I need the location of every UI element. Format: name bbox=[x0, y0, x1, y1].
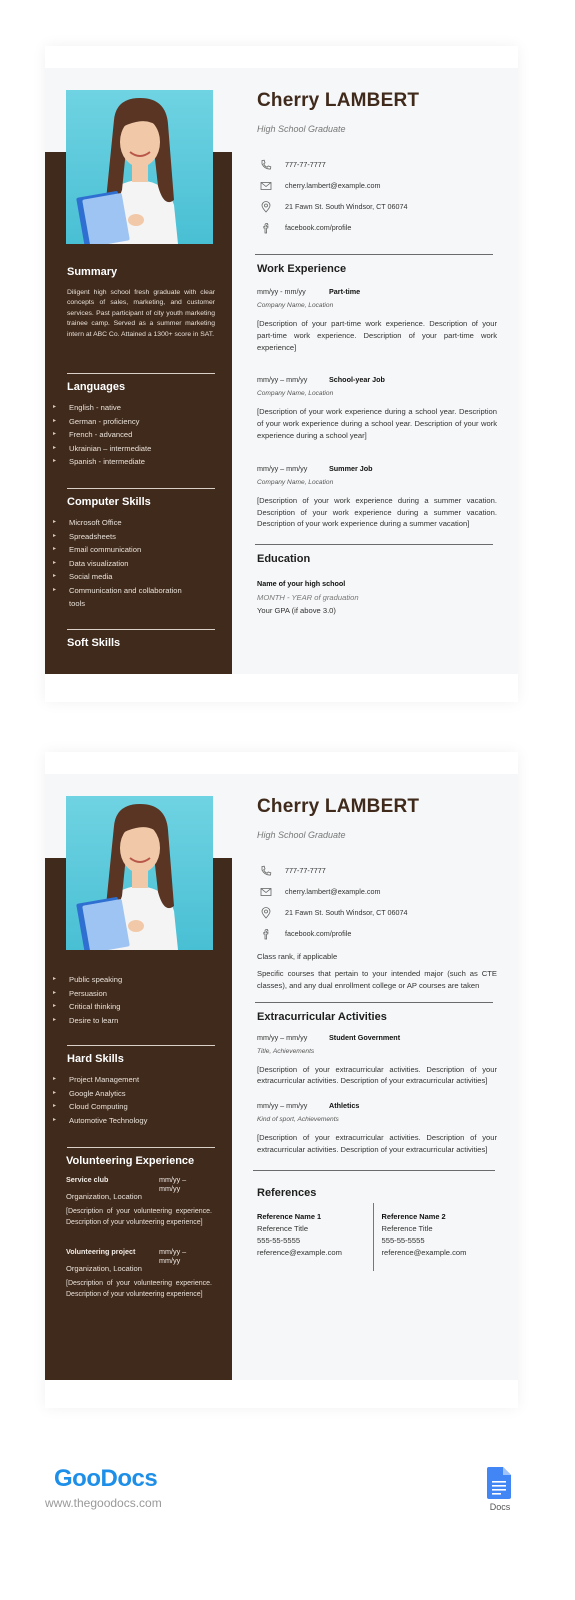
reference-title: Reference Title bbox=[381, 1223, 433, 1233]
address-text: 21 Fawn St. South Windsor, CT 06074 bbox=[285, 908, 408, 917]
contact-social bbox=[257, 923, 497, 944]
location-icon bbox=[259, 906, 273, 920]
sidebar-divider bbox=[67, 1045, 215, 1046]
section-divider bbox=[253, 1170, 495, 1171]
list-item: ▸ Ukrainian – intermediate bbox=[45, 442, 217, 456]
resume-page-1 bbox=[45, 46, 518, 702]
list-item: ▸ Data visualization bbox=[45, 557, 217, 571]
main-column bbox=[257, 796, 497, 1271]
candidate-name: Cherry LAMBERT bbox=[257, 90, 420, 111]
hard-skills-title: Hard Skills bbox=[67, 1053, 124, 1065]
extracurricular-title: Extracurricular Activities bbox=[257, 1010, 387, 1023]
job-company: Company Name, Location bbox=[257, 390, 334, 398]
candidate-subtitle: High School Graduate bbox=[257, 830, 346, 840]
volunteering-item bbox=[66, 1175, 212, 1229]
phone-icon bbox=[259, 158, 273, 172]
list-item: ▸ Spanish - intermediate bbox=[45, 455, 217, 469]
summary-section bbox=[67, 266, 215, 340]
job-description: [Description of your work experience during a school year. Description of your work experience during a school year. Description of your work experience during a school year] bbox=[257, 407, 497, 440]
soft-skills-title: Soft Skills bbox=[67, 637, 121, 649]
contact-list bbox=[257, 860, 497, 944]
list-item: ▸ Social media bbox=[45, 570, 217, 584]
languages-section bbox=[67, 381, 217, 469]
computer-skills-section bbox=[67, 496, 217, 611]
activity-header bbox=[257, 1033, 497, 1042]
page-top-margin bbox=[45, 46, 518, 68]
gpa-text: Your GPA (if above 3.0) bbox=[257, 606, 336, 616]
contact-email bbox=[257, 175, 497, 196]
resume-page-2 bbox=[45, 752, 518, 1408]
list-item: ▸ English - native bbox=[45, 401, 217, 415]
soft-skills-list bbox=[45, 973, 217, 1027]
contact-email bbox=[257, 881, 497, 902]
reference-email[interactable]: reference@example.com bbox=[381, 1248, 467, 1258]
list-item: ▸ Cloud Computing bbox=[45, 1100, 217, 1114]
job-dates: mm/yy - mm/yy bbox=[257, 287, 306, 296]
volunteering-dates: mm/yy – mm/yy bbox=[159, 1175, 187, 1193]
list-item: ▸ French - advanced bbox=[45, 428, 217, 442]
portrait-illustration bbox=[66, 796, 213, 950]
activity-role: Athletics bbox=[329, 1101, 360, 1111]
profile-photo bbox=[66, 796, 213, 950]
references-divider bbox=[373, 1203, 374, 1271]
email-icon bbox=[259, 885, 273, 899]
summary-title: Summary bbox=[67, 266, 118, 278]
facebook-icon bbox=[259, 221, 273, 235]
portrait-illustration bbox=[66, 90, 213, 244]
contact-address bbox=[257, 902, 497, 923]
list-item: ▸ Communication and collaboration tools bbox=[45, 584, 217, 611]
job-header bbox=[257, 375, 497, 384]
contact-address bbox=[257, 196, 497, 217]
docs-label: Docs bbox=[489, 1502, 511, 1512]
contact-phone bbox=[257, 154, 497, 175]
section-divider bbox=[255, 254, 493, 255]
reference-name: Reference Name 2 bbox=[381, 1211, 446, 1221]
volunteering-item bbox=[66, 1247, 212, 1301]
computer-skills-list bbox=[45, 516, 217, 611]
activity-description: [Description of your extracurricular activities. Description of your extracurricular activities. Description of your extracurricular activities] bbox=[257, 1133, 497, 1154]
soft-skills-section bbox=[67, 637, 120, 649]
section-divider bbox=[255, 1002, 493, 1003]
list-item: ▸ German - proficiency bbox=[45, 415, 217, 429]
candidate-subtitle: High School Graduate bbox=[257, 124, 346, 134]
sidebar-divider bbox=[67, 373, 215, 374]
school-name: Name of your high school bbox=[257, 579, 346, 589]
volunteering-title-text: Volunteering project bbox=[66, 1246, 136, 1256]
graduation-date: MONTH - YEAR of graduation bbox=[257, 593, 359, 603]
reference-item bbox=[382, 1211, 498, 1271]
phone-text: 777-77-7777 bbox=[285, 866, 326, 875]
social-link[interactable]: facebook.com/profile bbox=[285, 929, 352, 938]
footer-url[interactable]: www.thegoodocs.com bbox=[45, 1496, 162, 1510]
job-company: Company Name, Location bbox=[257, 478, 334, 486]
address-text: 21 Fawn St. South Windsor, CT 06074 bbox=[285, 202, 408, 211]
phone-icon bbox=[259, 864, 273, 878]
volunteering-section bbox=[45, 1155, 232, 1301]
activity-meta: Title, Achievements bbox=[257, 1047, 315, 1055]
volunteering-org: Organization, Location bbox=[66, 1263, 142, 1273]
reference-email[interactable]: reference@example.com bbox=[257, 1248, 342, 1258]
social-link[interactable]: facebook.com/profile bbox=[285, 223, 352, 232]
job-header bbox=[257, 287, 497, 296]
reference-name: Reference Name 1 bbox=[257, 1211, 322, 1221]
volunteering-header bbox=[66, 1175, 212, 1193]
activity-role: Student Government bbox=[329, 1032, 401, 1042]
list-item: ▸ Email communication bbox=[45, 543, 217, 557]
volunteering-org: Organization, Location bbox=[66, 1192, 142, 1201]
location-icon bbox=[259, 200, 273, 214]
google-docs-icon[interactable] bbox=[487, 1467, 511, 1499]
job-role: Part-time bbox=[329, 287, 361, 296]
hard-skills-list bbox=[45, 1073, 217, 1127]
job-dates: mm/yy – mm/yy bbox=[257, 463, 308, 473]
email-link[interactable]: cherry.lambert@example.com bbox=[285, 887, 381, 896]
job-role: Summer Job bbox=[329, 463, 373, 473]
contact-social bbox=[257, 217, 497, 238]
languages-list bbox=[45, 401, 217, 469]
job-description: [Description of your part-time work experience. Description of your part-time work experience. Description of your part-time work experience] bbox=[257, 319, 497, 352]
facebook-icon bbox=[259, 927, 273, 941]
list-item: ▸ Project Management bbox=[45, 1073, 217, 1087]
list-item: ▸ Automotive Technology bbox=[45, 1114, 217, 1128]
list-item: ▸ Persuasion bbox=[45, 987, 217, 1001]
goodocs-logo[interactable]: GooDocs bbox=[54, 1465, 158, 1492]
activity-description: [Description of your extracurricular activities. Description of your extracurricular activities. Description of your extracurricular activities] bbox=[257, 1064, 497, 1086]
contact-list bbox=[257, 154, 497, 238]
reference-phone: 555-55-5555 bbox=[381, 1236, 425, 1246]
job-item bbox=[257, 464, 497, 530]
job-description: [Description of your work experience during a summer vacation. Description of your work experience during a summer vacation. Description of your work experience during a summer vacation] bbox=[257, 495, 497, 529]
list-item: ▸ Google Analytics bbox=[45, 1087, 217, 1101]
volunteering-dates: mm/yy – mm/yy bbox=[159, 1246, 187, 1265]
phone-text: 777-77-7777 bbox=[285, 160, 326, 169]
contact-phone bbox=[257, 860, 497, 881]
activity-dates: mm/yy – mm/yy bbox=[257, 1032, 308, 1042]
courses-text: Specific courses that pertain to your intended major (such as CTE classes), and any dual enrollment college or AP courses are taken bbox=[257, 969, 497, 990]
activity-item bbox=[257, 1033, 497, 1088]
activity-item bbox=[257, 1101, 497, 1156]
job-item bbox=[257, 287, 497, 353]
reference-phone: 555-55-5555 bbox=[257, 1236, 301, 1246]
section-divider bbox=[255, 544, 493, 545]
job-dates: mm/yy – mm/yy bbox=[257, 375, 308, 385]
list-item: ▸ Microsoft Office bbox=[45, 516, 217, 530]
sidebar-divider bbox=[67, 629, 215, 630]
volunteering-title-text: Service club bbox=[66, 1175, 109, 1184]
page-top-margin bbox=[45, 752, 518, 774]
references-list bbox=[257, 1211, 497, 1271]
list-item: ▸ Public speaking bbox=[45, 973, 217, 987]
job-role: School-year Job bbox=[329, 375, 385, 385]
job-item bbox=[257, 375, 497, 441]
reference-title: Reference Title bbox=[257, 1223, 309, 1233]
sidebar-divider bbox=[67, 1147, 215, 1148]
summary-text: Diligent high school fresh graduate with clear concepts of sales, marketing, and customer services. Past participant of city youth marketing trainee camp. Served as a summer marketing intern at ABC Co. Attained a 1300+ score in SAT. bbox=[67, 289, 215, 338]
references-title: References bbox=[257, 1186, 317, 1199]
work-experience-title: Work Experience bbox=[257, 263, 347, 275]
languages-title: Languages bbox=[67, 381, 126, 393]
volunteering-description: [Description of your volunteering experience. Description of your volunteering experience] bbox=[66, 1208, 212, 1227]
reference-item bbox=[257, 1211, 373, 1271]
sidebar-divider bbox=[67, 488, 215, 489]
volunteering-title: Volunteering Experience bbox=[66, 1155, 195, 1167]
list-item: ▸ Desire to learn bbox=[45, 1014, 217, 1028]
list-item: ▸ Spreadsheets bbox=[45, 530, 217, 544]
profile-photo bbox=[66, 90, 213, 244]
candidate-name: Cherry LAMBERT bbox=[257, 796, 420, 817]
email-icon bbox=[259, 179, 273, 193]
page-bottom-margin bbox=[45, 674, 518, 702]
hard-skills-section bbox=[67, 1053, 217, 1127]
page-bottom-margin bbox=[45, 1380, 518, 1408]
job-header bbox=[257, 464, 497, 473]
activity-meta: Kind of sport, Achievements bbox=[257, 1116, 339, 1124]
list-item: ▸ Critical thinking bbox=[45, 1000, 217, 1014]
job-company: Company Name, Location bbox=[257, 302, 334, 309]
activity-dates: mm/yy – mm/yy bbox=[257, 1101, 308, 1111]
email-link[interactable]: cherry.lambert@example.com bbox=[285, 181, 381, 190]
activity-header bbox=[257, 1101, 497, 1110]
volunteering-description: [Description of your volunteering experience. Description of your volunteering experience] bbox=[66, 1279, 212, 1299]
computer-skills-title: Computer Skills bbox=[67, 496, 151, 508]
class-rank: Class rank, if applicable bbox=[257, 952, 338, 961]
volunteering-header bbox=[66, 1247, 212, 1265]
main-column bbox=[257, 90, 497, 615]
education-title: Education bbox=[257, 553, 311, 566]
